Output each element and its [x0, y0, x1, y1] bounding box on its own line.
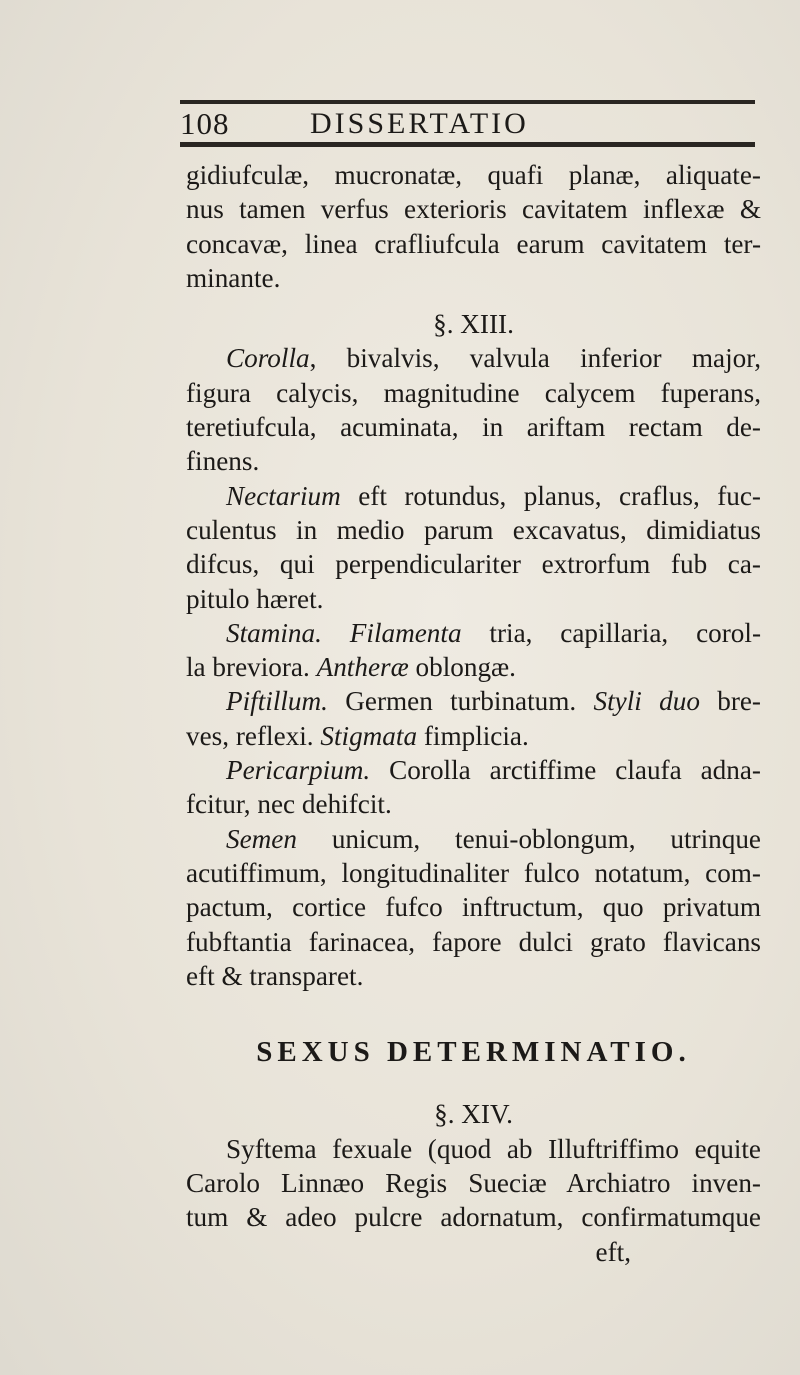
text-line: nus tamen verfus exterioris cavitatem inflexæ & [186, 194, 761, 225]
text-fragment: bre- [699, 686, 761, 717]
text-line: teretiufcula, acuminata, in ariftam rectam de- [186, 412, 761, 443]
text-line: Syftema fexuale (quod ab Illuftriffimo equite [226, 1133, 761, 1164]
term-styli: Styli [593, 686, 642, 717]
text-line [186, 719, 761, 753]
text-fragment: la breviora. [186, 652, 317, 683]
term-corolla: Corolla [226, 343, 310, 374]
text-fragment: fimplicia. [417, 720, 529, 751]
paragraph-semen [186, 822, 761, 856]
term-pericarpium: Pericarpium. [226, 755, 371, 786]
text-fragment: ves, reflexi. [186, 720, 321, 751]
term-pistillum: Piftillum. [226, 686, 328, 717]
text-line: minante. [186, 262, 281, 293]
text-line: acutiffimum, longitudinaliter fulco notatum, com- [186, 857, 761, 888]
text-line: pactum, cortice fufco inftructum, quo privatum [186, 892, 761, 923]
text-fragment: unicum, tenui-oblongum, utrinque [296, 823, 761, 854]
text-fragment: oblongæ. [408, 652, 516, 683]
text-fragment: Corolla arctiffime claufa adna- [370, 755, 761, 786]
paragraph-pericarpium [186, 753, 761, 787]
text-line: culentus in medio parum excavatus, dimidiatus [186, 514, 761, 545]
body-text [186, 158, 761, 1269]
paragraph-nectarium [186, 479, 761, 513]
term-filamenta: Filamenta [349, 617, 462, 648]
term-antherae: Antheræ [316, 652, 409, 683]
term-stigmata: Stigmata [320, 720, 418, 751]
text-line: eft & transparet. [186, 960, 364, 991]
text-line: fcitur, nec dehifcit. [186, 789, 392, 820]
paragraph-pistillum [186, 684, 761, 718]
section-number-13: §. XIII. [433, 309, 514, 340]
paragraph-stamina [186, 616, 761, 650]
term-duo: duo [659, 686, 700, 717]
text-line: figura calycis, magnitudine calycem fuperans, [186, 377, 761, 408]
term-semen: Semen [226, 823, 297, 854]
paragraph-corolla [186, 341, 761, 375]
header-rule-bottom [180, 142, 755, 147]
text-line: tum & adeo pulcre adornatum, confirmatumque [186, 1202, 761, 1233]
text-fragment: tria, capillaria, corol- [461, 617, 761, 648]
text-fragment: , bivalvis, valvula inferior major, [309, 343, 761, 374]
text-fragment: Germen turbinatum. [327, 686, 594, 717]
text-line: pitulo hæret. [186, 583, 324, 614]
text-line: Carolo Linnæo Regis Sueciæ Archiatro inven- [186, 1168, 761, 1199]
text-line: difcus, qui perpendiculariter extrorfum fub ca- [186, 549, 761, 580]
section-number-14: §. XIV. [434, 1099, 513, 1130]
running-head: DISSERTATIO [310, 107, 529, 140]
page-number: 108 [180, 106, 230, 141]
text-line: concavæ, linea crafliufcula earum cavitatem ter- [186, 228, 761, 259]
text-line: finens. [186, 446, 260, 477]
text-line: gidiufculæ, mucronatæ, quafi planæ, aliquate- [186, 160, 761, 190]
term-nectarium: Nectarium [226, 480, 341, 511]
text-line: fubftantia farinacea, fapore dulci grato flavicans [186, 926, 761, 957]
page-header [180, 104, 755, 142]
text-fragment: eft rotundus, planus, craflus, fuc- [340, 480, 761, 511]
text-line [186, 650, 761, 684]
term-stamina: Stamina. [226, 617, 322, 648]
catchword: eft, [595, 1236, 631, 1267]
section-heading: SEXUS DETERMINATIO. [256, 1036, 691, 1069]
